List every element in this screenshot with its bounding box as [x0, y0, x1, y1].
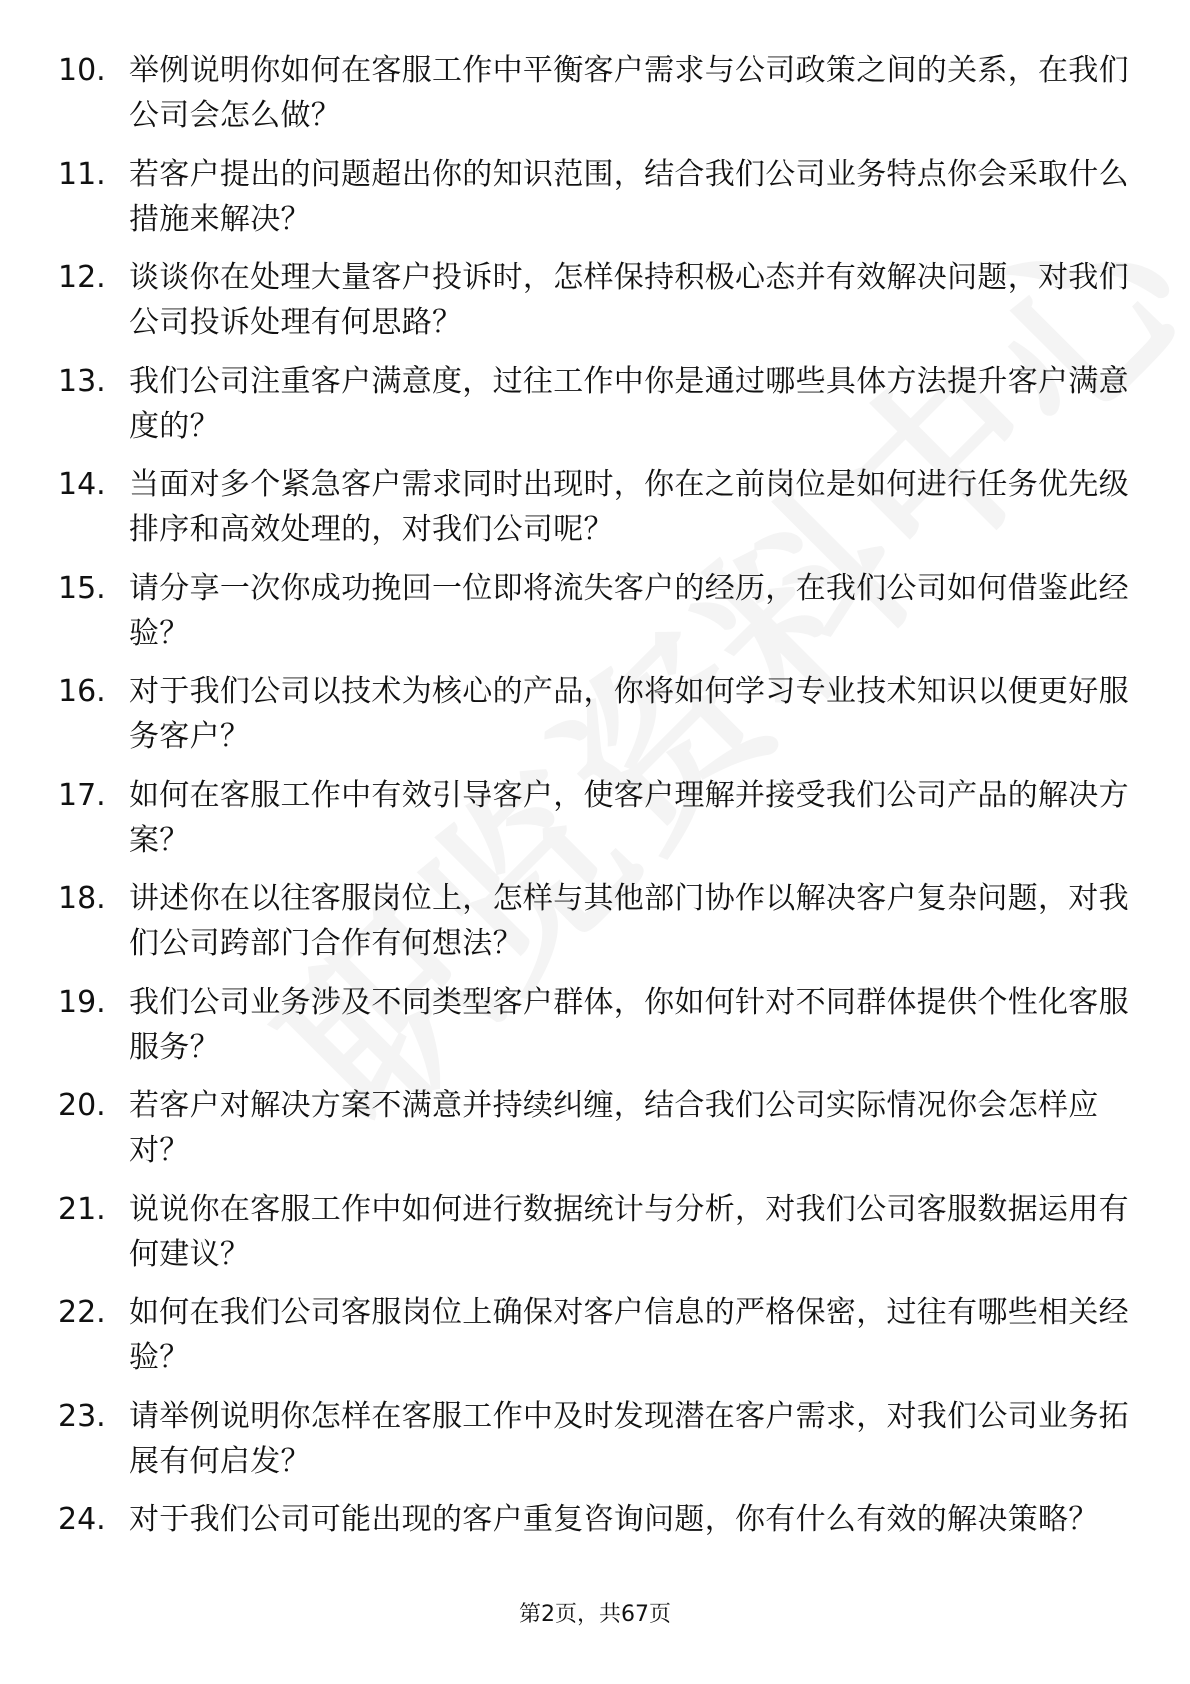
question-item [0, 876, 1190, 980]
question-item [0, 462, 1190, 566]
question-text: 若客户提出的问题超出你的知识范围，结合我们公司业务特点你会采取什么措施来解决？ [129, 156, 1129, 237]
question-number: 10. [58, 53, 106, 88]
question-number: 16. [58, 674, 106, 709]
question-text: 谈谈你在处理大量客户投诉时，怎样保持积极心态并有效解决问题，对我们公司投诉处理有何思路？ [129, 260, 1129, 340]
question-number: 18. [58, 881, 106, 916]
question-text: 请举例说明你怎样在客服工作中及时发现潜在客户需求，对我们公司业务拓展有何启发？ [129, 1398, 1129, 1479]
question-item [0, 566, 1190, 670]
question-number: 12. [58, 260, 106, 295]
question-number: 24. [58, 1502, 106, 1537]
question-item [0, 1083, 1190, 1187]
question-number: 19. [58, 984, 106, 1020]
question-number: 23. [58, 1398, 106, 1434]
question-text: 当面对多个紧急客户需求同时出现时，你在之前岗位是如何进行任务优先级排序和高效处理的，对我们公司呢？ [129, 467, 1129, 547]
question-item [0, 1394, 1190, 1498]
question-number: 21. [58, 1191, 106, 1227]
page-footer: 第2页，共67页 [519, 1602, 671, 1627]
question-list [0, 48, 1190, 1601]
question-item [0, 152, 1190, 256]
question-text: 我们公司业务涉及不同类型客户群体，你如何针对不同群体提供个性化客服服务？ [129, 984, 1129, 1065]
question-number: 15. [58, 570, 106, 606]
question-item [0, 980, 1190, 1084]
question-text: 对于我们公司以技术为核心的产品，你将如何学习专业技术知识以便更好服务客户？ [129, 674, 1129, 754]
question-text: 举例说明你如何在客服工作中平衡客户需求与公司政策之间的关系，在我们公司会怎么做？ [129, 53, 1129, 133]
question-item [0, 48, 1190, 152]
question-text: 讲述你在以往客服岗位上，怎样与其他部门协作以解决客户复杂问题，对我们公司跨部门合作有何想法？ [129, 881, 1129, 961]
question-text: 我们公司注重客户满意度，过往工作中你是通过哪些具体方法提升客户满意度的？ [129, 363, 1129, 444]
question-item [0, 669, 1190, 773]
question-number: 13. [58, 363, 106, 399]
question-number: 22. [58, 1295, 106, 1330]
question-item [0, 255, 1190, 359]
question-text: 若客户对解决方案不满意并持续纠缠，结合我们公司实际情况你会怎样应对？ [129, 1088, 1099, 1168]
question-item [0, 1290, 1190, 1394]
question-item [0, 1497, 1190, 1601]
question-number: 14. [58, 467, 106, 502]
question-number: 11. [58, 156, 106, 192]
question-text: 说说你在客服工作中如何进行数据统计与分析，对我们公司客服数据运用有何建议？ [129, 1191, 1129, 1272]
question-number: 17. [58, 777, 106, 813]
question-text: 如何在我们公司客服岗位上确保对客户信息的严格保密，过往有哪些相关经验？ [129, 1295, 1129, 1375]
question-text: 对于我们公司可能出现的客户重复咨询问题，你有什么有效的解决策略？ [129, 1502, 1099, 1537]
question-item [0, 1187, 1190, 1291]
question-number: 20. [58, 1088, 106, 1123]
question-item [0, 359, 1190, 463]
question-text: 请分享一次你成功挽回一位即将流失客户的经历，在我们公司如何借鉴此经验？ [129, 570, 1129, 651]
question-item [0, 773, 1190, 877]
question-text: 如何在客服工作中有效引导客户，使客户理解并接受我们公司产品的解决方案？ [129, 777, 1129, 858]
